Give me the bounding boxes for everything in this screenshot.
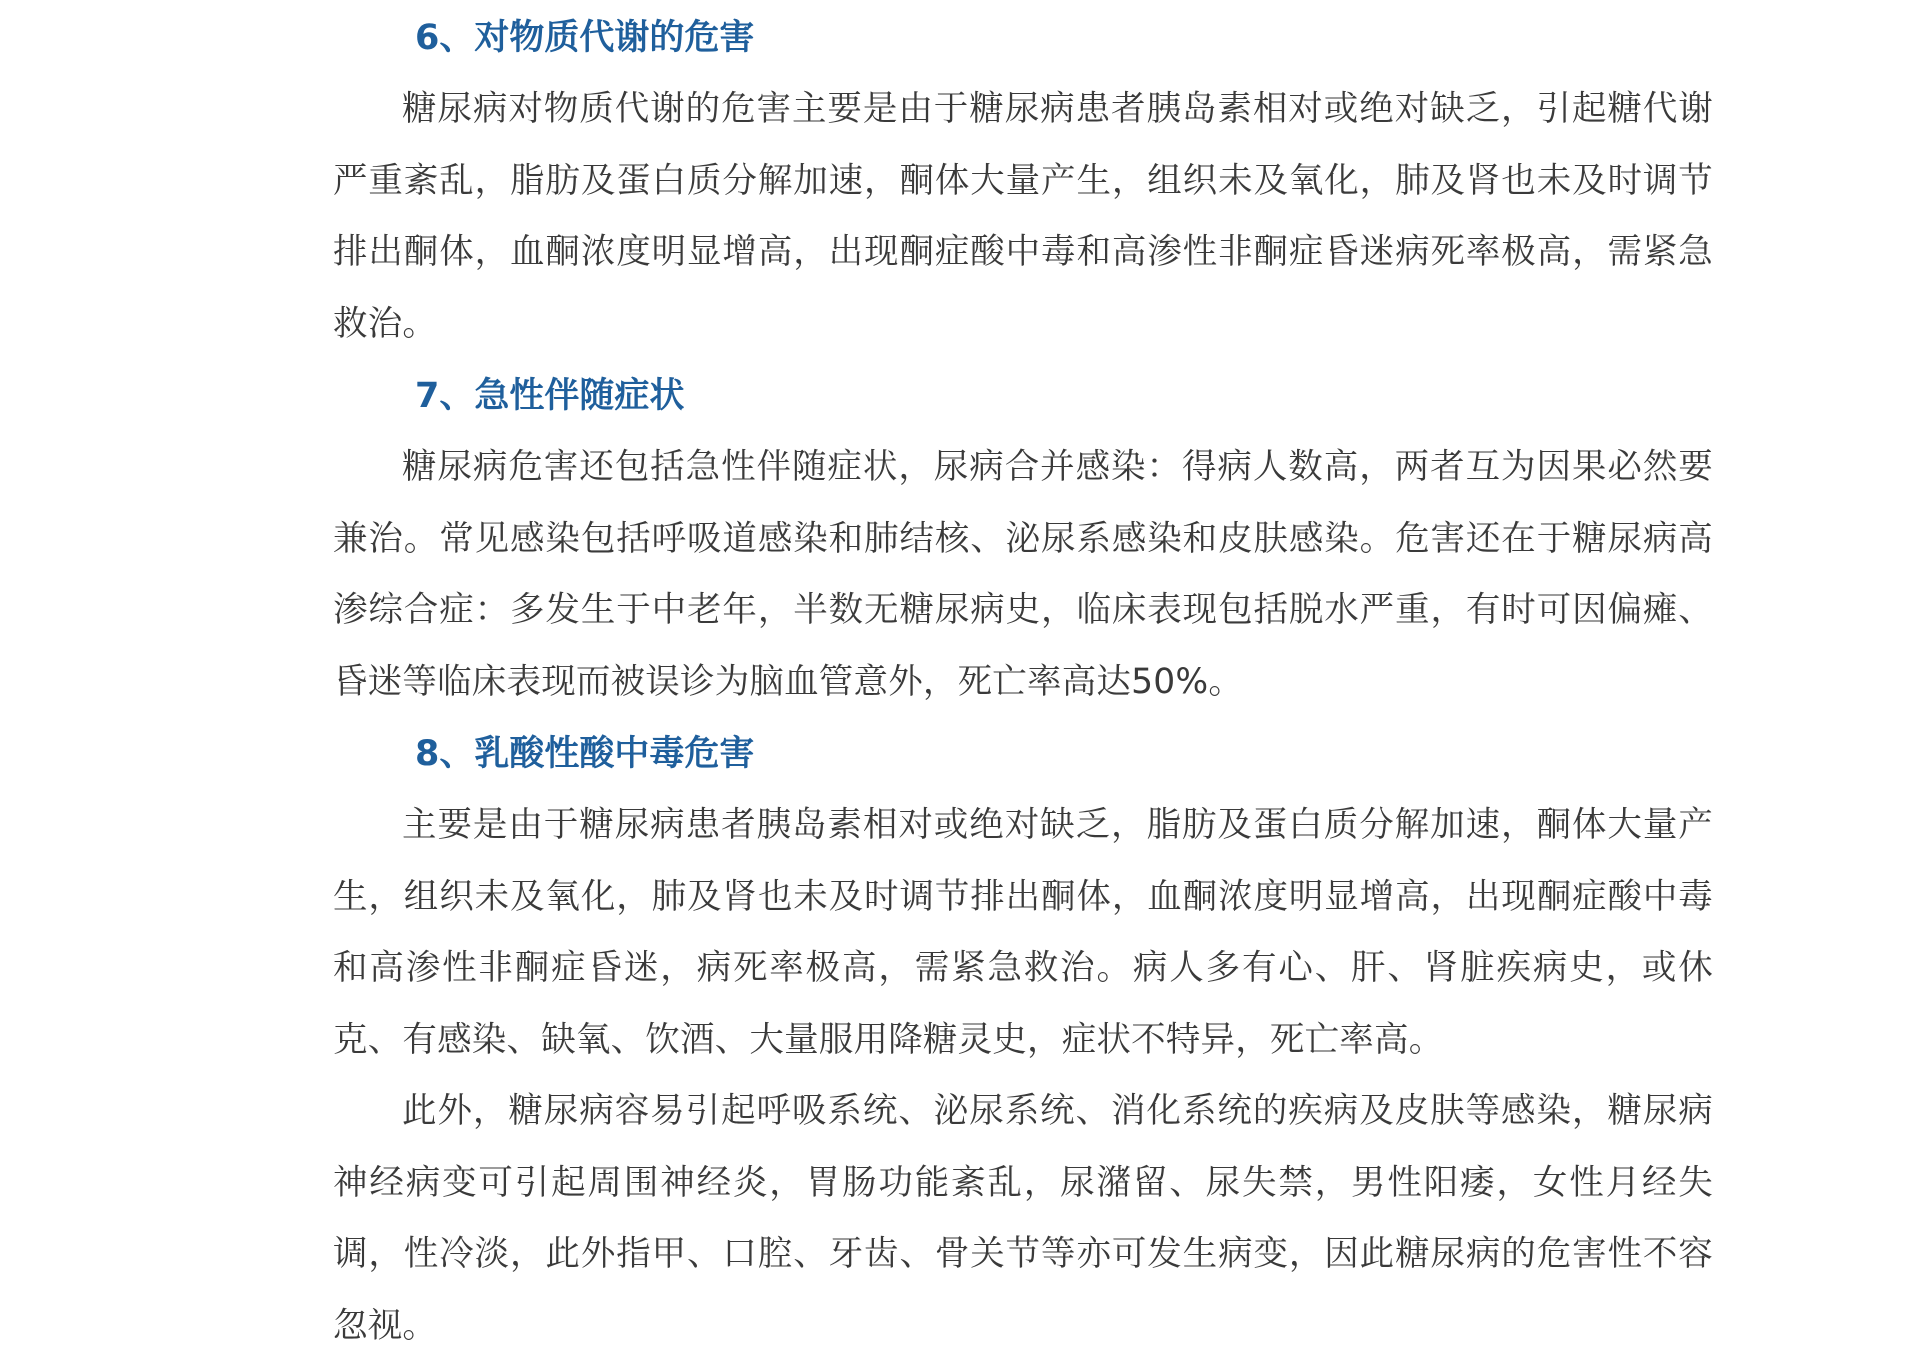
- section-heading-metabolism: 6、对物质代谢的危害: [415, 18, 755, 58]
- paragraph-metabolism: 糖尿病对物质代谢的危害主要是由于糖尿病患者胰岛素相对或绝对缺乏，引起糖代谢严重紊乱，脂肪及蛋白质分解加速，酮体大量产生，组织未及氧化，肺及肾也未及时调节排出酮体，血酮浓度明显增高，出现酮症酸中毒和高渗性非酮症昏迷病死率极高，需紧急救治。: [333, 89, 1713, 344]
- paragraph-acute-symptoms: 糖尿病危害还包括急性伴随症状，尿病合并感染：得病人数高，两者互为因果必然要兼治。常见感染包括呼吸道感染和肺结核、泌尿系感染和皮肤感染。危害还在于糖尿病高渗综合症：多发生于中老年，半数无糖尿病史，临床表现包括脱水严重，有时可因偏瘫、昏迷等临床表现而被误诊为脑血管意外，死亡率高达50%。: [333, 447, 1713, 702]
- paragraph-other-complications: 此外，糖尿病容易引起呼吸系统、泌尿系统、消化系统的疾病及皮肤等感染，糖尿病神经病变可引起周围神经炎，胃肠功能紊乱，尿潴留、尿失禁，男性阳痿，女性月经失调，性冷淡，此外指甲、口腔、牙齿、骨关节等亦可发生病变，因此糖尿病的危害性不容忽视。: [333, 1091, 1713, 1346]
- article-body: [333, 0, 1713, 1362]
- paragraph-lactic-acidosis: 主要是由于糖尿病患者胰岛素相对或绝对缺乏，脂肪及蛋白质分解加速，酮体大量产生，组织未及氧化，肺及肾也未及时调节排出酮体，血酮浓度明显增高，出现酮症酸中毒和高渗性非酮症昏迷，病死率极高，需紧急救治。病人多有心、肝、肾脏疾病史，或休克、有感染、缺氧、饮酒、大量服用降糖灵史，症状不特异，死亡率高。: [333, 805, 1713, 1060]
- section-heading-acute-symptoms: 7、急性伴随症状: [415, 376, 685, 416]
- section-heading-lactic-acidosis: 8、乳酸性酸中毒危害: [415, 734, 755, 774]
